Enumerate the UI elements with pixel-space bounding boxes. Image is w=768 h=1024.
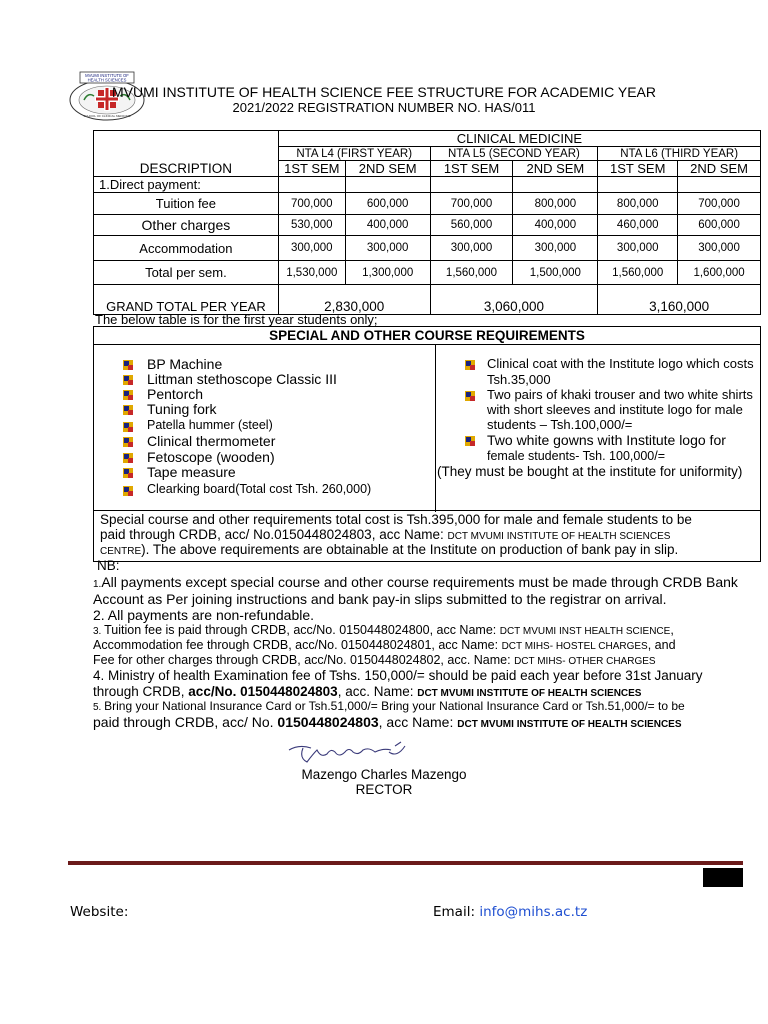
table-row — [94, 193, 761, 215]
fee-cell: 300,000 — [513, 236, 598, 261]
account-name: DCT MVUMI INSTITUTE OF HEALTH SCIENCES — [447, 531, 671, 542]
requirement-item: Fetoscope (wooden) — [147, 449, 275, 465]
signature-image — [285, 738, 415, 768]
account-name: DCT MVUMI INSTITUTE OF HEALTH SCIENCES — [457, 719, 682, 730]
note-text: , acc Name: — [378, 714, 458, 730]
account-number: acc/No. 0150448024803 — [188, 684, 338, 699]
total-cost-text: paid through CRDB, acc/ No.0150448024803, acc Name: — [100, 527, 448, 542]
note-number: 3. — [93, 626, 105, 637]
note-text: Tuition fee is paid through CRDB, acc/No. 0150448024800, acc Name: — [104, 623, 500, 637]
bullet-icon — [123, 453, 133, 463]
fee-cell: 300,000 — [598, 236, 678, 261]
requirement-item: female students- Tsh. 100,000/= — [487, 449, 666, 463]
fee-cell: 1,560,000 — [430, 261, 513, 285]
note-text: through CRDB, — [93, 684, 189, 699]
fee-cell: 300,000 — [345, 236, 430, 261]
note-text: Fee for other charges through CRDB, acc/No. 0150448024802, acc. Name: — [93, 653, 515, 667]
row-label: Other charges — [94, 215, 279, 236]
requirement-item: Tsh.35,000 — [487, 372, 551, 387]
requirement-item: BP Machine — [147, 356, 223, 372]
requirement-item: Clinical coat with the Institute logo which costs — [487, 356, 754, 371]
fee-cell: 560,000 — [430, 215, 513, 236]
svg-text:MVUMI INSTITUTE OF: MVUMI INSTITUTE OF — [85, 73, 129, 78]
total-cost-line: Special course and other requirements total cost is Tsh.395,000 for male and female students to be — [100, 512, 692, 527]
footer-divider — [68, 861, 743, 865]
nb-label: NB: — [97, 558, 120, 573]
requirement-item: Tuning fork — [147, 401, 217, 417]
semester-header: 1ST SEM — [278, 161, 345, 177]
fee-cell: 300,000 — [678, 236, 761, 261]
bullet-icon — [123, 468, 133, 478]
requirement-item: Pentorch — [147, 386, 204, 402]
grand-total-value: 2,830,000 — [278, 285, 430, 315]
program-name: CLINICAL MEDICINE — [278, 131, 760, 147]
bullet-icon — [123, 360, 133, 370]
requirement-item: Two pairs of khaki trouser and two white shirts — [487, 387, 753, 402]
email-label: Email: — [433, 904, 476, 920]
grand-total-row — [94, 285, 761, 315]
bullet-icon — [123, 405, 133, 415]
table-row — [94, 261, 761, 285]
note-1-cont: Account as Per joining instructions and bank pay-in slips submitted to the registrar on arrival. — [93, 591, 667, 607]
account-name: DCT MVUMI INST HEALTH SCIENCE — [499, 626, 671, 637]
fee-cell: 1,300,000 — [345, 261, 430, 285]
bullet-icon — [123, 422, 133, 432]
fee-cell: 1,560,000 — [598, 261, 678, 285]
requirement-item: Clinical thermometer — [147, 433, 276, 449]
note-1 — [93, 574, 738, 590]
account-name: DCT MIHS- OTHER CHARGES — [514, 656, 656, 667]
requirement-item: with short sleeves and institute logo for male — [487, 402, 743, 417]
note-text: Accommodation fee through CRDB, acc/No. 0150448024801, acc Name: — [93, 638, 502, 652]
document-title: MVUMI INSTITUTE OF HEALTH SCIENCE FEE STRUCTURE FOR ACADEMIC YEAR — [112, 84, 656, 100]
requirement-item: Patella hummer (steel) — [147, 418, 273, 432]
bullet-icon — [123, 437, 133, 447]
fee-cell: 600,000 — [678, 215, 761, 236]
total-cost-line — [100, 527, 670, 542]
fee-cell: 460,000 — [598, 215, 678, 236]
fee-cell: 600,000 — [345, 193, 430, 215]
note-text: , and — [647, 638, 676, 652]
bullet-icon — [465, 436, 475, 446]
description-header: DESCRIPTION — [94, 131, 279, 177]
level-header: NTA L4 (FIRST YEAR) — [278, 147, 430, 161]
email-link[interactable]: info@mihs.ac.tz — [479, 904, 588, 920]
bullet-icon — [123, 375, 133, 385]
fee-cell: 300,000 — [430, 236, 513, 261]
note-3b — [93, 638, 676, 652]
note-text: paid through CRDB, acc/ No. — [93, 714, 278, 730]
svg-text:SCHOOL OF CLINICAL MEDICINE: SCHOOL OF CLINICAL MEDICINE — [83, 114, 131, 118]
fee-cell: 530,000 — [278, 215, 345, 236]
account-number: 0150448024803 — [277, 714, 379, 730]
row-label: Tuition fee — [94, 193, 279, 215]
account-name: DCT MVUMI INSTITUTE OF HEALTH SCIENCES — [417, 688, 642, 699]
note-5 — [93, 699, 685, 713]
note-5b — [93, 714, 682, 730]
grand-total-value: 3,160,000 — [598, 285, 761, 315]
fee-cell: 700,000 — [278, 193, 345, 215]
section-label: 1.Direct payment: — [94, 177, 279, 193]
total-cost-line — [100, 542, 678, 557]
semester-header: 2ND SEM — [345, 161, 430, 177]
row-label: Accommodation — [94, 236, 279, 261]
fee-cell: 1,500,000 — [513, 261, 598, 285]
note-2: 2. All payments are non-refundable. — [93, 607, 315, 623]
semester-header: 1ST SEM — [430, 161, 513, 177]
bullet-icon — [123, 486, 133, 496]
semester-header: 2ND SEM — [513, 161, 598, 177]
fee-cell: 700,000 — [678, 193, 761, 215]
requirement-item: students – Tsh.100,000/= — [487, 417, 633, 432]
requirement-item: Tape measure — [147, 464, 236, 480]
grand-total-value: 3,060,000 — [430, 285, 598, 315]
email-line — [433, 904, 587, 920]
note-number: 5. — [93, 702, 105, 713]
requirement-item: (They must be bought at the institute for uniformity) — [437, 464, 743, 479]
fee-cell: 1,600,000 — [678, 261, 761, 285]
requirements-heading: SPECIAL AND OTHER COURSE REQUIREMENTS — [94, 327, 760, 345]
total-cost-text: ). The above requirements are obtainable at the Institute on production of bank pay in slip. — [141, 542, 679, 557]
requirement-item: Clearking board(Total cost Tsh. 260,000) — [147, 482, 372, 496]
note-text: , acc. Name: — [337, 684, 418, 699]
fee-table — [93, 130, 761, 315]
bullet-icon — [123, 390, 133, 400]
fee-cell: 400,000 — [513, 215, 598, 236]
footer-block — [703, 868, 743, 887]
fee-cell: 1,530,000 — [278, 261, 345, 285]
note-4: 4. Ministry of health Examination fee of Tshs. 150,000/= should be paid each year before 31st January — [93, 668, 703, 683]
svg-text:HEALTH SCIENCES: HEALTH SCIENCES — [87, 77, 127, 83]
signatory-title: RECTOR — [355, 782, 413, 797]
account-name: CENTRE — [100, 546, 142, 557]
website-label: Website: — [70, 904, 129, 920]
grand-total-label: GRAND TOTAL PER YEAR — [94, 285, 279, 315]
table-row — [94, 215, 761, 236]
table-row — [94, 236, 761, 261]
level-header: NTA L5 (SECOND YEAR) — [430, 147, 598, 161]
semester-header: 1ST SEM — [598, 161, 678, 177]
document-subtitle: 2021/2022 REGISTRATION NUMBER NO. HAS/011 — [232, 100, 536, 115]
fee-cell: 800,000 — [513, 193, 598, 215]
requirement-item: Littman stethoscope Classic III — [147, 371, 337, 387]
first-year-note: The below table is for the first year students only; — [95, 312, 378, 327]
note-3c — [93, 653, 656, 667]
signatory-name: Mazengo Charles Mazengo — [301, 767, 467, 782]
bullet-icon — [465, 360, 475, 370]
note-3 — [93, 623, 674, 637]
fee-cell: 800,000 — [598, 193, 678, 215]
column-divider — [435, 344, 436, 512]
note-text: , — [670, 623, 674, 637]
note-text: All payments except special course and other course requirements must be made through CRDB Bank — [101, 574, 738, 590]
fee-cell: 300,000 — [278, 236, 345, 261]
note-4b — [93, 684, 641, 699]
semester-header: 2ND SEM — [678, 161, 761, 177]
requirement-item: Two white gowns with Institute logo for — [487, 432, 726, 448]
bullet-icon — [465, 391, 475, 401]
fee-cell: 700,000 — [430, 193, 513, 215]
fee-cell: 400,000 — [345, 215, 430, 236]
note-number: 1. — [93, 579, 102, 590]
account-name: DCT MIHS- HOSTEL CHARGES — [501, 641, 648, 652]
note-text: Bring your National Insurance Card or Tsh.51,000/= Bring your National Insurance Card or Tsh.51,000/= to be — [104, 699, 685, 713]
level-header: NTA L6 (THIRD YEAR) — [598, 147, 761, 161]
row-label: Total per sem. — [94, 261, 279, 285]
